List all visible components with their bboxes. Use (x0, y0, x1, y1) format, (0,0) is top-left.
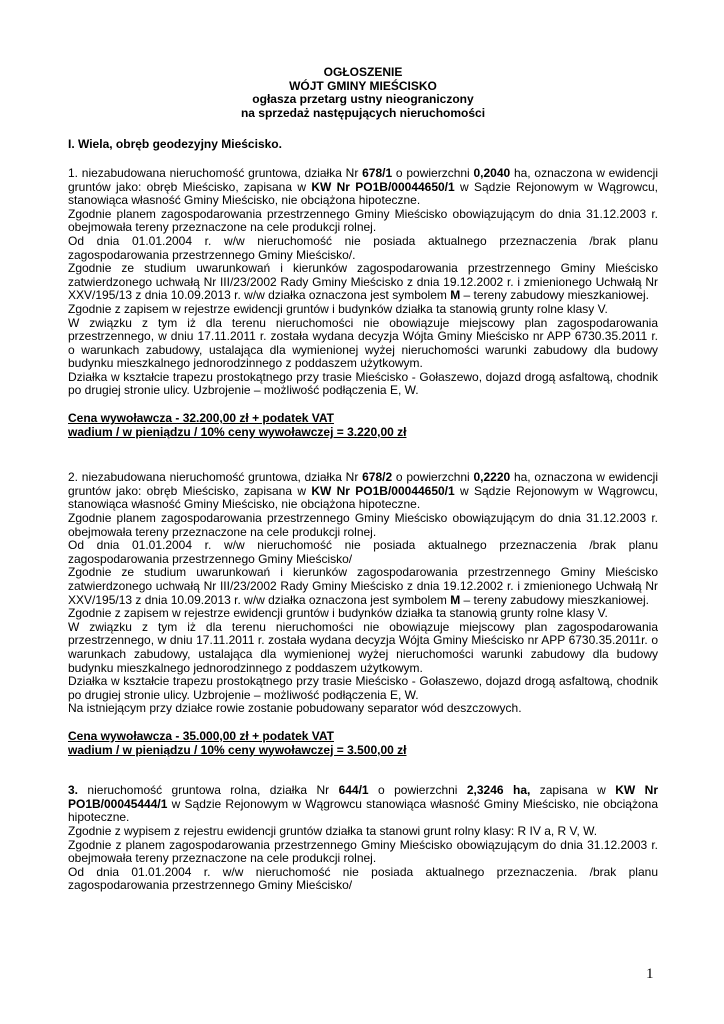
item-intro: 3. nieruchomość gruntowa rolna, działka Nr 644/1 o powierzchni 2,3246 ha, zapisana w KW Nr PO1B/00045444/1 w Sądzie Rejonowym w Wągrowcu stanowiąca własność Gminy Mieścisko, nie obciążona hipoteczne. (68, 783, 659, 825)
item-register: Zgodnie z zapisem w rejestrze ewidencji gruntów i budynków działka ta stanowią grunty rolne klasy V. (68, 606, 608, 621)
header-authority: WÓJT GMINY MIEŚCISKO (289, 78, 437, 93)
page-number: 1 (646, 966, 654, 982)
item-decision: W związku z tym iż dla terenu nieruchomości nie obowiązuje miejscowy plan zagospodarowania przestrzennego, w dniu 17.11.2011 r. została wydana decyzja Wójta Gminy Mieścisko nr APP 6730.35.2011 r. o warunkach zabudowy, ustalająca dla wymienionej wyżej nieruchomości warunki zabudowy dla budowy budynku mieszkalnego jednorodzinnego z poddaszem użytkowym. (68, 315, 658, 371)
property-item-2 (68, 471, 658, 716)
document-page (68, 66, 658, 893)
item-plan: Zgodnie planem zagospodarowania przestrzennego Gminy Mieścisko obowiązującym do dnia 31.12.2003 r. obejmowała tereny przeznaczone na cele produkcji rolnej. (68, 206, 658, 235)
header-title: OGŁOSZENIE (323, 65, 403, 79)
item-current-status: Od dnia 01.01.2004 r. w/w nieruchomość nie posiada aktualnego przeznaczenia. /brak planu zagospodarowania przestrzennego Gminy Mieścisko/ (68, 864, 658, 893)
item-shape: Działka w kształcie trapezu prostokątnego przy trasie Mieścisko - Gołaszewo, dojazd drogą asfaltową, chodnik po drugiej stronie ulicy. Uzbrojenie – możliwość podłączenia E, W. (68, 369, 658, 398)
starting-price: Cena wywoławcza - 32.200,00 zł + podatek VAT (68, 411, 334, 426)
property-item-1 (68, 167, 658, 398)
deposit: wadium / w pieniądzu / 10% ceny wywoławczej = 3.220,00 zł (68, 424, 407, 439)
starting-price: Cena wywoławcza - 35.000,00 zł + podatek VAT (68, 728, 334, 743)
deposit: wadium / w pieniądzu / 10% ceny wywoławczej = 3.500,00 zł (68, 742, 407, 757)
item-studium: Zgodnie ze studium uwarunkowań i kierunków zagospodarowania przestrzennego Gminy Mieścisko zatwierdzonego uchwałą Nr III/23/2002 Rady Gminy Mieścisko z dnia 19.12.2002 r. i zmienionego Uchwałą Nr XXV/195/13 z dnia 10.09.2013 r. w/w działka oznaczona jest symbolem M – tereny zabudowy mieszkaniowej. (68, 565, 658, 607)
header-subject: na sprzedaż następujących nieruchomości (240, 105, 486, 120)
price-block-1 (68, 412, 658, 439)
item-intro: 2. niezabudowana nieruchomość gruntowa, działka Nr 678/2 o powierzchni 0,2220 ha, oznaczona w ewidencji gruntów jako: obręb Mieścisko, zapisana w KW Nr PO1B/00044650/1 w Sądzie Rejonowym w Wągrowcu, stanowiąca własność Gminy Mieścisko, nie obciążona hipoteczne. (68, 470, 659, 512)
document-header (68, 66, 658, 120)
item-studium: Zgodnie ze studium uwarunkowań i kierunków zagospodarowania przestrzennego Gminy Mieścisko zatwierdzonego uchwałą Nr III/23/2002 Rady Gminy Mieścisko z dnia 19.12.2002 r. i zmienionego Uchwałą Nr XXV/195/13 z dnia 10.09.2013 r. w/w działka oznaczona jest symbolem M – tereny zabudowy mieszkaniowej. (68, 261, 658, 303)
header-subtitle: ogłasza przetarg ustny nieograniczony (252, 92, 474, 107)
item-current-status: Od dnia 01.01.2004 r. w/w nieruchomość nie posiada aktualnego przeznaczenia /brak planu zagospodarowania przestrzennego Gminy Mieścisko/ (68, 538, 658, 566)
item-intro: 1. niezabudowana nieruchomość gruntowa, działka Nr 678/1 o powierzchni 0,2040 ha, oznaczona w ewidencji gruntów jako: obręb Mieścisko, zapisana w KW Nr PO1B/00044650/1 w Sądzie Rejonowym w Wągrowcu, stanowiąca własność Gminy Mieścisko, nie obciążona hipoteczne. (68, 165, 659, 208)
item-plan: Zgodnie z planem zagospodarowania przestrzennego Gminy Mieścisko obowiązującym do dnia 31.12.2003 r. obejmowała tereny przeznaczone na cele produkcji rolnej. (68, 837, 658, 866)
item-plan: Zgodnie planem zagospodarowania przestrzennego Gminy Mieścisko obowiązującym do dnia 31.12.2003 r. obejmowała tereny przeznaczone na cele produkcji rolnej. (68, 511, 658, 539)
price-block-2 (68, 730, 658, 757)
item-current-status: Od dnia 01.01.2004 r. w/w nieruchomość nie posiada aktualnego przeznaczenia /brak planu zagospodarowania przestrzennego Gminy Mieścisko/. (68, 233, 658, 262)
item-decision: W związku z tym iż dla terenu nieruchomości nie obowiązuje miejscowy plan zagospodarowania przestrzennego, w dniu 17.11.2011 r. została wydana decyzja Wójta Gminy Mieścisko nr APP 6730.35.2011r. o warunkach zabudowy, ustalająca dla wymienionej wyżej nieruchomości warunki zabudowy dla budowy budynku mieszkalnego jednorodzinnego z poddaszem użytkowym. (68, 619, 658, 675)
item-shape: Działka w kształcie trapezu prostokątnego przy trasie Mieścisko - Gołaszewo, dojazd drogą asfaltową, chodnik po drugiej stronie ulicy. Uzbrojenie – możliwość podłączenia E, W. (68, 674, 658, 702)
section-title: I. Wiela, obręb geodezyjny Mieścisko. (68, 137, 282, 152)
property-item-3 (68, 784, 658, 893)
item-separator-note: Na istniejącym przy działce rowie zostanie pobudowany separator wód deszczowych. (68, 701, 522, 716)
item-register: Zgodnie z zapisem w rejestrze ewidencji gruntów i budynków działka ta stanowią grunty rolne klasy V. (68, 301, 608, 316)
item-register-extract: Zgodnie z wypisem z rejestru ewidencji gruntów działka ta stanowi grunt rolny klasy: R IV a, R V, W. (68, 823, 598, 838)
